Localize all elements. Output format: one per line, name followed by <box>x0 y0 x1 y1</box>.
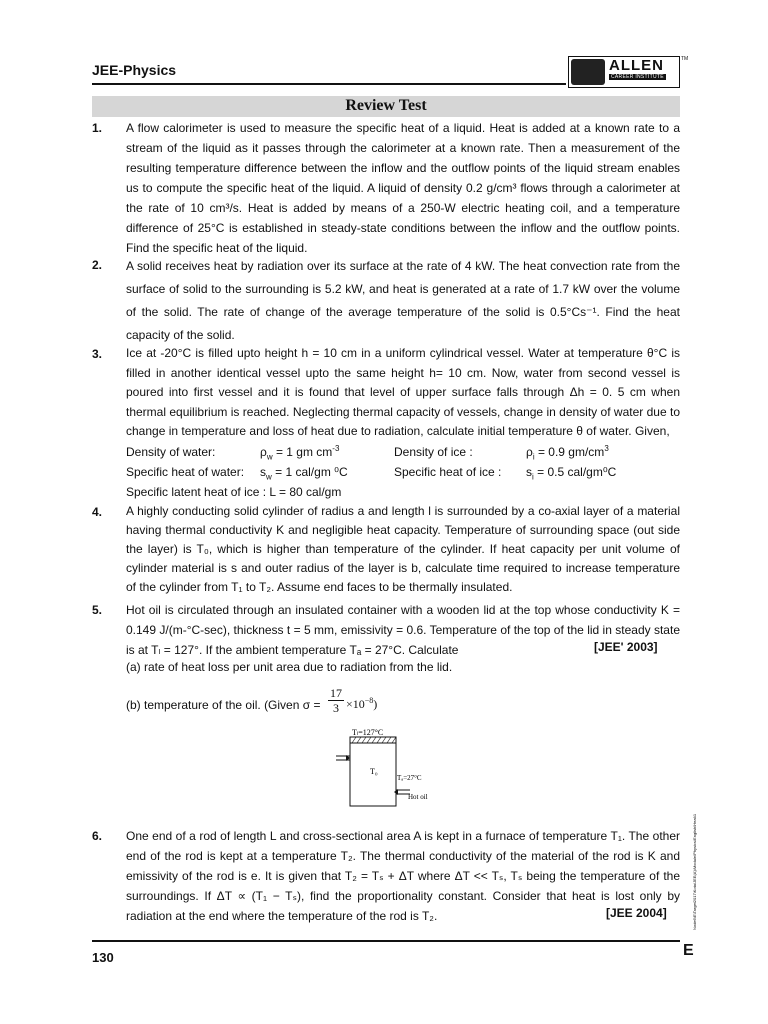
density-water-label: Density of water: <box>126 445 216 459</box>
logo-text: ALLEN <box>609 57 664 74</box>
ambient-temperature-label: Tₐ=27°C <box>397 774 422 782</box>
question-number: 5. <box>92 603 103 617</box>
density-ice-label: Density of ice : <box>394 445 473 459</box>
question-number: 3. <box>92 347 103 361</box>
section-bar <box>92 96 680 117</box>
section-title: Review Test <box>345 97 427 114</box>
oil-temperature-label: T₀ <box>370 767 378 776</box>
footer-rule <box>92 940 680 942</box>
page-number: 130 <box>92 950 114 965</box>
question-number: 6. <box>92 829 103 843</box>
logo-emblem-icon <box>571 59 605 85</box>
question-3-text: Ice at -20°C is filled upto height h = 10 cm in a uniform cylindrical vessel. Water at temperature θ°C is filled in another identical vessel upto the same height h= 10 cm. Now, water from second vessel is poured into first vessel and it is found that level of upper surface falls through Δh = 0. 5 cm when thermal equilibrium is reached. Neglecting thermal capacity of vessels, change in density of water due to change in temperature and loss of heat due to radiation, calculate initial temperature θ of water. Given, <box>126 346 680 439</box>
jee-2004-tag: [JEE 2004] <box>606 906 667 920</box>
hot-oil-label: Hot oil <box>408 793 428 801</box>
footer-letter: E <box>683 942 694 959</box>
density-water-value: $\rho_w = 1$ gm $cm^{-3}$ <box>260 444 340 462</box>
question-2-text: A solid receives heat by radiation over its surface at the rate of 4 kW. The heat convection rate from the surface of solid to the surrounding is 5.2 kW, and heat is generated at a rate of 1.7 kW over the volume of the solid. The rate of change of the average temperature of the solid is 0.5°Cs⁻¹. Find the heat capacity of the solid. <box>126 259 680 342</box>
header-title: JEE-Physics <box>92 62 177 78</box>
question-5-part-b <box>126 698 321 712</box>
specific-heat-water-value: $s_w = 1$ cal/gm ⁰C <box>260 465 348 482</box>
given-values <box>126 442 680 502</box>
density-ice-value: $\rho_i = 0.9$ $gm/cm^3$ <box>526 444 609 462</box>
question-number: 1. <box>92 121 103 135</box>
question-number: 2. <box>92 258 103 272</box>
question-6-text: One end of a rod of length L and cross-sectional area A is kept in a furnace of temperature T₁. The other end of the rod is kept at a temperature T₂. The thermal conductivity of the material of the rod is K and emissivity of the rod is e. It is given that T₂ = Tₛ + ΔT where ΔT << Tₛ, Tₛ being the temperature of the surroundings. If ΔT ∝ (T₁ − Tₛ), find the proportionality constant. Consider that heat is lost only by radiation at the end where the temperature of the rod is T₂. <box>126 829 680 923</box>
header-rule <box>92 83 566 85</box>
file-path-text: Node6\E\Target2017\Kota\JEE(A)\Module\Physics\English\Heat\1 <box>692 813 697 930</box>
logo-trademark: TM <box>681 56 689 62</box>
question-4-text: A highly conducting solid cylinder of radius a and length l is surrounded by a co-axial layer of a material having thermal conductivity K and negligible heat capacity. Temperature of surrounding space (out side the layer) is T₀, which is higher than temperature of the cylinder. If heat capacity per unit volume of cylinder material is s and outer radius of the layer is b, calculate time required to increase temperature of the cylinder from T₁ to T₂. Assume end faces to be thermally insulated. <box>126 504 680 594</box>
side-file-path <box>689 730 699 930</box>
latent-heat-line: Specific latent heat of ice : L = 80 cal/gm <box>126 485 342 499</box>
question-5-text: Hot oil is circulated through an insulated container with a wooden lid at the top whose conductivity K = 0.149 J/(m-°C-sec), thickness t = 5 mm, emissivity = 0.6. Temperature of the top of the lid in steady state is at Tₗ = 127°. If the ambient temperature Tₐ = 27°C. Calculate <box>126 603 680 657</box>
question-1-text: A flow calorimeter is used to measure the specific heat of a liquid. Heat is added at a known rate to a stream of the liquid as it passes through the calorimeter at a known rate. Then a measurement of the resulting temperature difference between the inflow and the outflow points of the liquid stream enables us to compute the specific heat of the liquid. A liquid of density 0.2 g/cm³ flows through a calorimeter at the rate of 10 cm³/s. Heat is added by means of a 250-W electric heating coil, and a temperature difference of 25°C is established in steady-state conditions between the inflow and the outflow points. Find the specific heat of the liquid. <box>126 121 680 255</box>
question-5-part-a: (a) rate of heat loss per unit area due to radiation from the lid. <box>126 660 453 674</box>
fraction-numerator: 17 <box>330 686 342 700</box>
jee-2003-tag: [JEE' 2003] <box>594 640 658 654</box>
logo-subtext: CAREER INSTITUTE <box>611 74 664 80</box>
specific-heat-ice-label: Specific heat of ice : <box>394 465 502 479</box>
lid-temperature-label: Tₗ=127°C <box>352 728 384 737</box>
sigma-fraction <box>328 686 344 715</box>
allen-logo <box>568 56 680 88</box>
sigma-multiplier: $\times 10^{-8}$) <box>346 696 378 711</box>
question-number: 4. <box>92 505 103 519</box>
fraction-denominator: 3 <box>333 701 339 715</box>
part-b-text: (b) temperature of the oil. (Given σ = <box>126 698 321 712</box>
container-diagram <box>336 726 456 814</box>
specific-heat-water-label: Specific heat of water: <box>126 465 245 479</box>
specific-heat-ice-value: $s_i = 0.5$ cal/gm⁰C <box>526 465 617 482</box>
